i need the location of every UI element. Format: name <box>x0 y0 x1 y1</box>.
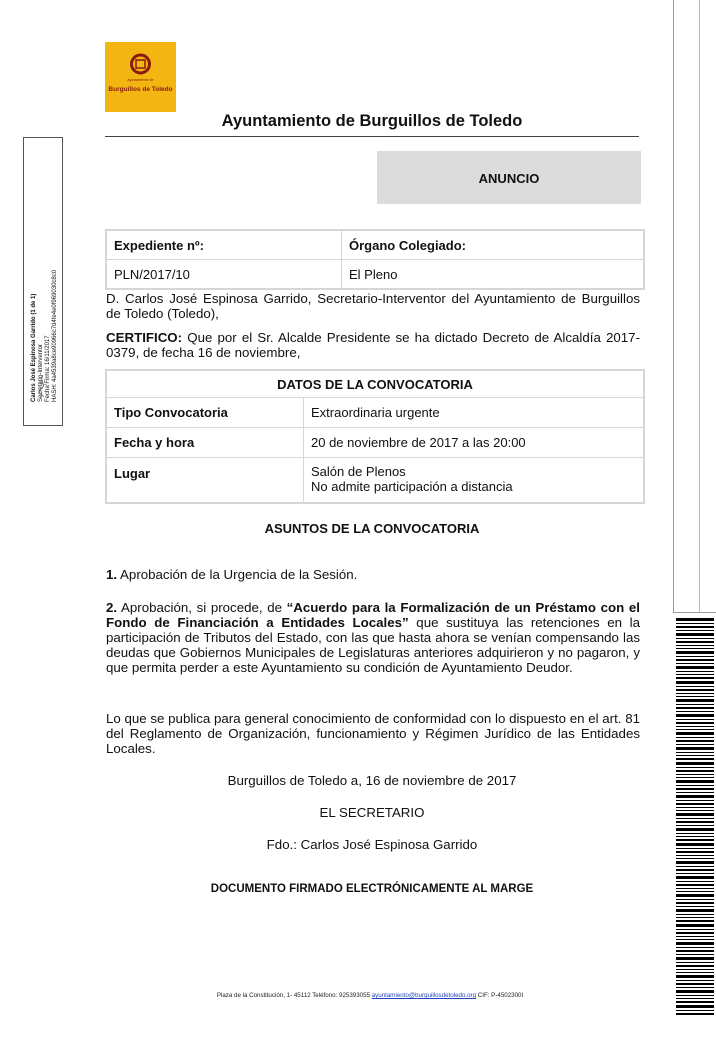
page-edge-line <box>699 0 700 612</box>
signer-name: Carlos José Espinosa Garrido (1 de 1) <box>31 293 37 402</box>
tipo-value: Extraordinaria urgente <box>304 398 645 428</box>
signer-role: Secretario-Interventor <box>38 343 44 402</box>
anuncio-label: ANUNCIO <box>478 171 540 186</box>
signature-text <box>31 152 59 402</box>
item-number: 2. <box>106 600 118 615</box>
organo-header: Órgano Colegiado: <box>342 230 645 260</box>
signature-date: Fecha Firma: 16/11/2017 <box>45 335 51 402</box>
tipo-label: Tipo Convocatoria <box>106 398 304 428</box>
anuncio-banner <box>377 151 641 204</box>
footer-email-link[interactable]: ayuntamiento@burguillosdetoledo.org <box>371 992 477 999</box>
footer <box>100 992 640 999</box>
place-date: Burguillos de Toledo a, 16 de noviembre de 2017 <box>227 773 517 788</box>
closing-paragraph: Lo que se publica para general conocimiento de conformidad con lo dispuesto en el art. 81 del Reglamento de Organización, funcionamiento y Régimen Jurídico de las Entidades Locales. <box>106 711 640 756</box>
certifico-paragraph <box>106 330 640 360</box>
logo-text: Burguillos de Toledo <box>108 86 173 93</box>
intro-paragraph: D. Carlos José Espinosa Garrido, Secretario-Interventor del Ayuntamiento de Burguillos de Toledo (Toledo), <box>106 291 640 321</box>
fecha-value: 20 de noviembre de 2017 a las 20:00 <box>304 428 645 458</box>
item-bold-title: “Acuerdo para la Formalización de un Préstamo con el Fondo de Financiación a Entidades Locales” <box>106 600 641 630</box>
crest-icon <box>129 52 152 76</box>
signature-hash: HASH: 4a4539a8ce90966c7d4fe4e0f969030c8c0 <box>52 269 58 402</box>
item-text: que sustituya las retenciones en la participación de Tributos del Estado, con las que hasta ahora se venían compensando las deudas que Gobiernos Municipales de Legislaturas anteriores adquirieron y no pagaron, y que permita perder a este Ayuntamiento su condición de Ayuntamiento Deudor. <box>106 615 640 675</box>
logo-small-text: Ayuntamiento de <box>127 78 154 82</box>
title-divider <box>105 136 639 137</box>
lugar-label: Lugar <box>106 458 304 504</box>
electronic-signature-strip <box>23 137 63 426</box>
agenda-item-1 <box>106 567 640 582</box>
footer-cif: CIF: P-4502300I <box>476 992 524 999</box>
municipal-logo <box>105 42 176 112</box>
page-title: Ayuntamiento de Burguillos de Toledo <box>221 112 523 130</box>
expediente-value: PLN/2017/10 <box>106 260 342 290</box>
item-text: Aprobación de la Urgencia de la Sesión. <box>117 567 358 582</box>
convocatoria-table <box>105 369 645 504</box>
certifico-text: Que por el Sr. Alcalde Presidente se ha dictado Decreto de Alcaldía 2017-0379, de fecha 16 de noviembre, <box>106 330 640 360</box>
electronic-signature-notice: DOCUMENTO FIRMADO ELECTRÓNICAMENTE AL MARGE <box>210 883 534 895</box>
item-pre: Aprobación, si procede, de <box>117 600 287 615</box>
signed-by: Fdo.: Carlos José Espinosa Garrido <box>266 837 478 852</box>
lugar-value: Salón de Plenos <box>311 464 406 479</box>
secretario-title: EL SECRETARIO <box>319 805 425 820</box>
expediente-table <box>105 229 645 290</box>
lugar-note: No admite participación a distancia <box>311 479 513 494</box>
organo-value: El Pleno <box>342 260 645 290</box>
barcode-icon <box>676 618 714 1018</box>
fecha-label: Fecha y hora <box>106 428 304 458</box>
footer-address: Plaza de la Constitución, 1- 45112 Teléfono: 925393055 <box>216 992 372 999</box>
handwritten-signature-icon <box>33 373 53 399</box>
lugar-cell <box>304 458 645 504</box>
page-edge-frame <box>673 0 716 613</box>
certifico-label: CERTIFICO: <box>106 330 183 345</box>
convocatoria-title: DATOS DE LA CONVOCATORIA <box>106 370 644 398</box>
asuntos-heading: ASUNTOS DE LA CONVOCATORIA <box>264 521 480 536</box>
expediente-header: Expediente nº: <box>106 230 342 260</box>
item-number: 1. <box>106 567 118 582</box>
agenda-item-2 <box>106 600 640 675</box>
